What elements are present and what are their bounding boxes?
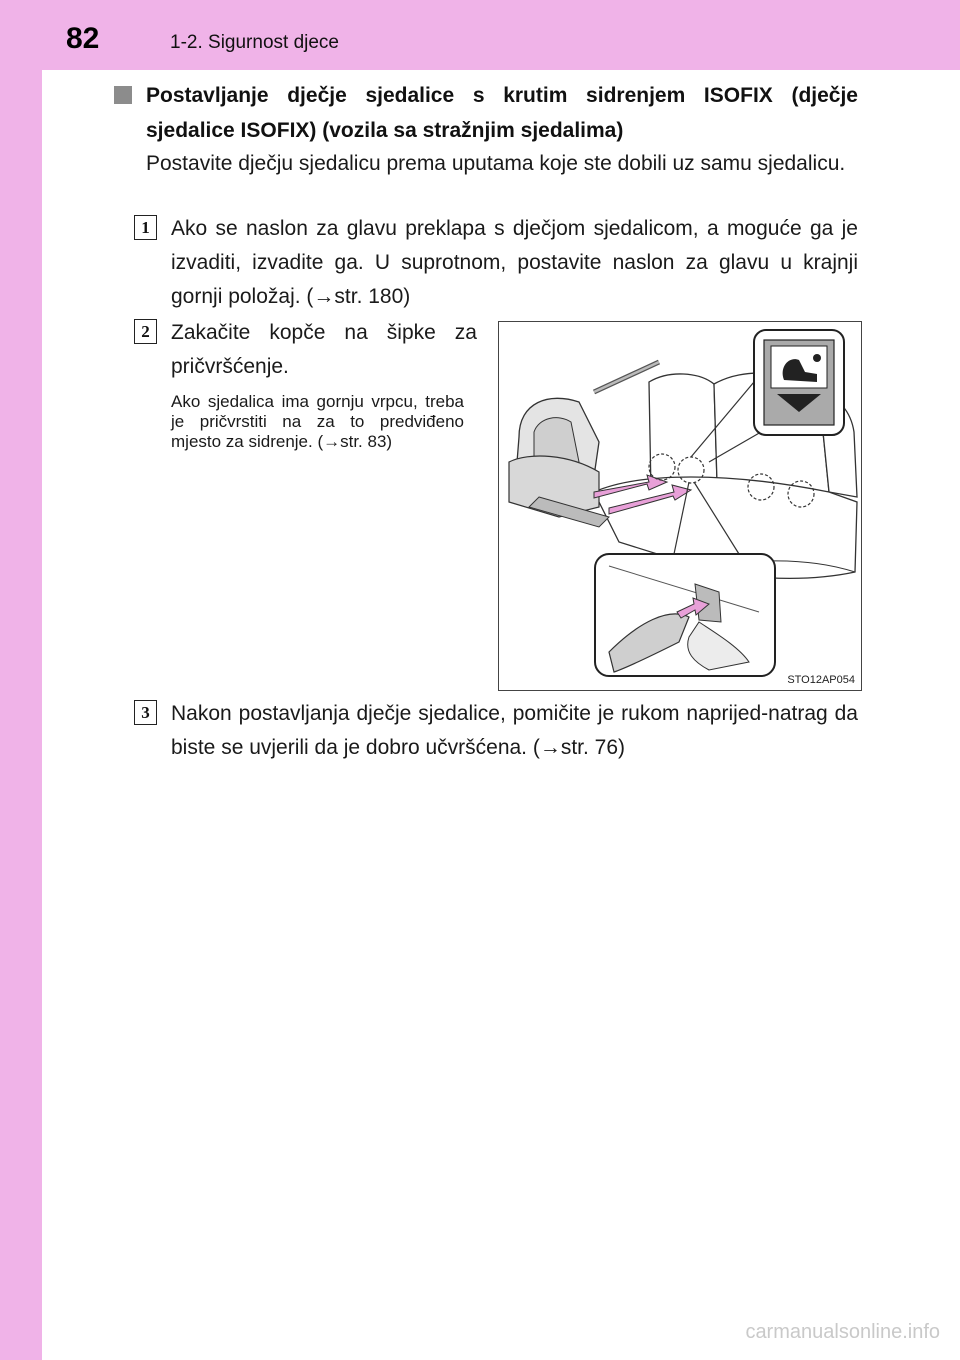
step-3-text: Nakon postavljanja dječje sjedalice, pomičite je rukom naprijed-natrag da biste se uvjerili da je dobro učvršćena. (→str. 76) xyxy=(171,702,858,759)
section-title: Postavljanje dječje sjedalice s krutim sidrenjem ISOFIX (dječje sjedalice ISOFIX) (vozila sa stražnjim sjedalima) xyxy=(146,84,858,142)
section-intro: Postavite dječju sjedalicu prema uputama koje ste dobili uz samu sjedalicu. xyxy=(146,152,846,175)
step-2-note: Ako sjedalica ima gornju vrpcu, treba je pričvrstiti na za to predviđeno mjesto za sidrenje. (→str. 83) xyxy=(171,392,464,451)
step-2-number: 2 xyxy=(134,319,157,344)
header-divider xyxy=(130,70,960,72)
page-number: 82 xyxy=(66,22,100,55)
figure-code: STO12AP054 xyxy=(787,674,855,686)
step-3-number: 3 xyxy=(134,700,157,725)
isofix-illustration xyxy=(498,321,862,691)
step-2-text: Zakačite kopče na šipke za pričvršćenje. xyxy=(171,321,477,378)
watermark: carmanualsonline.info xyxy=(745,1321,940,1343)
step-1-number: 1 xyxy=(134,215,157,240)
running-head: 1-2. Sigurnost djece xyxy=(170,32,339,53)
isofix-drawing xyxy=(499,322,860,689)
step-1-text: Ako se naslon za glavu preklapa s dječjom sjedalicom, a moguće ga je izvaditi, izvadite ga. U suprotnom, postavite naslon za glavu u krajnji gornji položaj. (→str. 180) xyxy=(171,217,858,308)
section-bullet-icon xyxy=(114,86,132,104)
left-margin-tab xyxy=(0,0,42,1360)
